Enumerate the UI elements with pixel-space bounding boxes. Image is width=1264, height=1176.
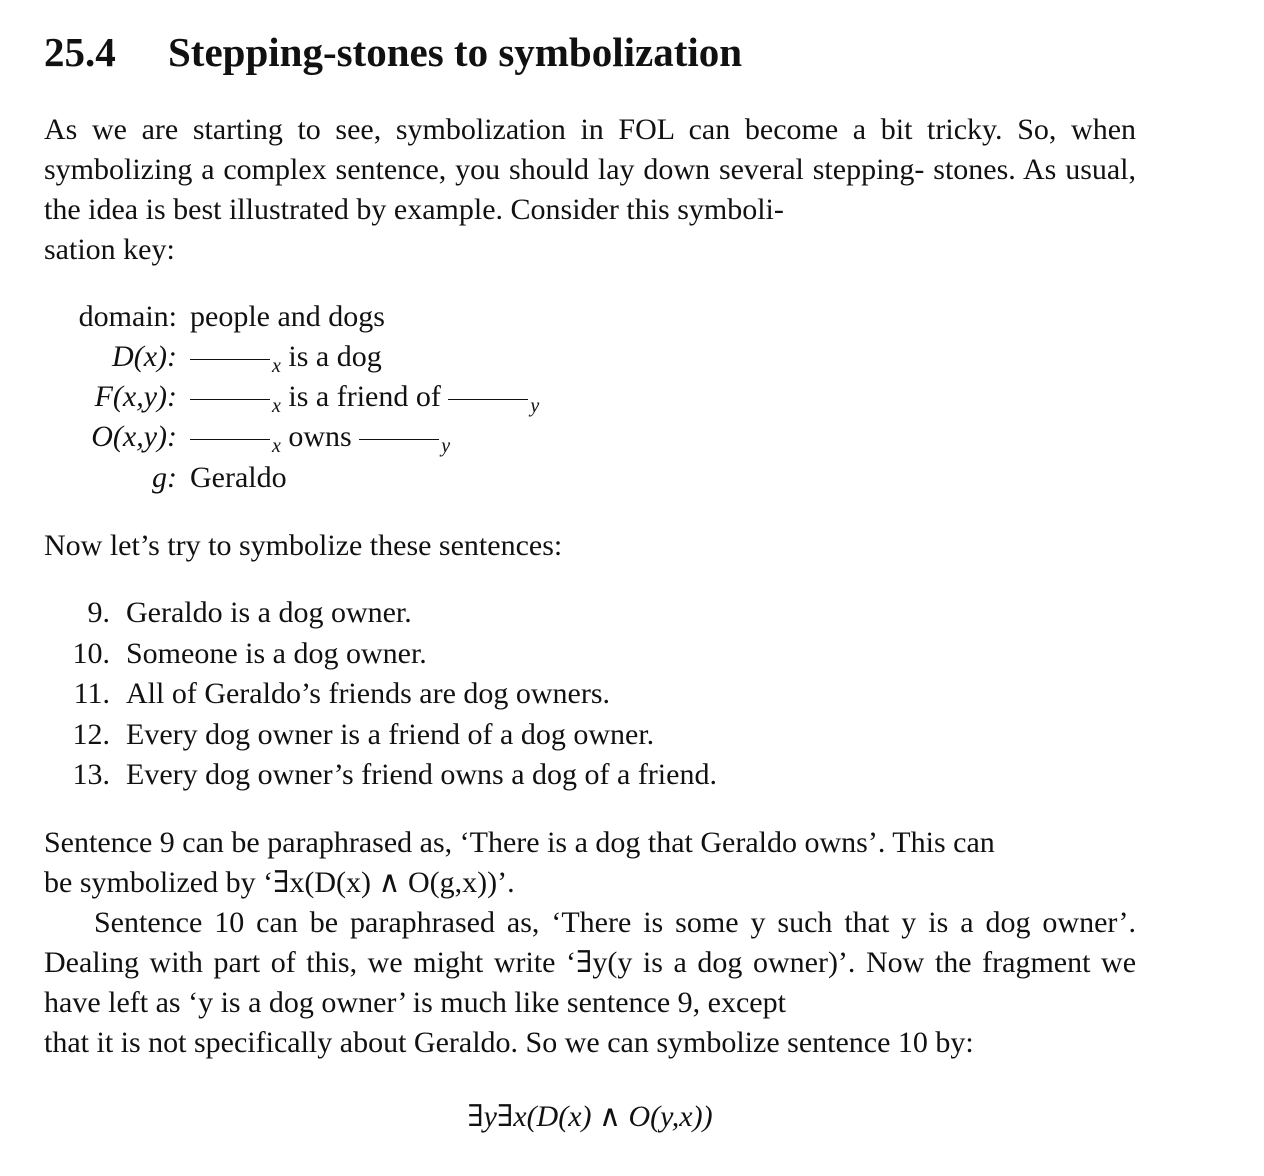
section-number: 25.4 <box>44 29 116 75</box>
key-label-owns: O(x,y): <box>91 420 177 453</box>
section-heading <box>44 26 742 78</box>
key-def-owns-text: owns <box>288 420 352 453</box>
lead-in: Now let’s try to symbolize these sentences: <box>44 529 563 562</box>
list-item-number: 10. <box>72 637 110 670</box>
key-def-friend <box>190 377 539 420</box>
key-def-dog-text: is a dog <box>288 340 382 373</box>
key-label-geraldo: g: <box>152 461 177 494</box>
intro-line-3: stones. As usual, the idea is best illustrated by example. Consider this symboli- <box>44 153 1137 226</box>
list-item-text: Every dog owner is a friend of a dog owner. <box>126 718 655 751</box>
key-def-geraldo: Geraldo <box>190 461 287 494</box>
list-item-number: 11. <box>73 677 110 710</box>
blank-slot <box>190 438 270 440</box>
list-item-number: 12. <box>72 718 110 751</box>
key-label-domain: domain: <box>78 300 177 333</box>
list-item-number: 9. <box>87 596 110 629</box>
paragraph-sentence-9-line-1: Sentence 9 can be paraphrased as, ‘There is a dog that Geraldo owns’. This can <box>44 826 995 859</box>
key-def-domain: people and dogs <box>190 300 385 333</box>
blank-slot <box>448 398 528 400</box>
intro-paragraph <box>44 110 1136 270</box>
blank-slot <box>359 438 439 440</box>
paragraph-sentence-10-line-2: owner’. Dealing with part of this, we might write ‘∃y(y is a dog owner)’. Now <box>44 906 1136 979</box>
subscript-x: x <box>272 435 281 457</box>
subscript-y: y <box>530 395 540 417</box>
subscript-x: x <box>272 395 281 417</box>
list-item-number: 13. <box>72 758 110 791</box>
paragraph-sentence-10-line-4: that it is not specifically about Geraldo. So we can symbolize sentence 10 by: <box>44 1026 974 1059</box>
key-def-dog <box>190 337 382 380</box>
section-title: Stepping-stones to symbolization <box>168 29 743 75</box>
display-formula: ∃y∃x(D(x) ∧ O(y,x)) <box>467 1100 713 1133</box>
list-item-text: Every dog owner’s friend owns a dog of a friend. <box>126 758 717 791</box>
key-def-friend-text: is a friend of <box>288 380 441 413</box>
key-label-dog: D(x): <box>112 340 177 373</box>
list-item-text: Someone is a dog owner. <box>126 637 427 670</box>
paragraph-sentence-9-line-2: be symbolized by ‘∃x(D(x) ∧ O(g,x))’. <box>44 866 515 899</box>
list-item-text: Geraldo is a dog owner. <box>126 596 412 629</box>
intro-line-4: sation key: <box>44 233 175 266</box>
intro-line-1: As we are starting to see, symbolization in FOL can become a bit tricky. So, <box>44 113 1057 146</box>
blank-slot <box>190 398 270 400</box>
paragraph-sentence-9 <box>44 823 1136 903</box>
list-item-text: All of Geraldo’s friends are dog owners. <box>126 677 611 710</box>
blank-slot <box>190 358 270 360</box>
key-def-owns <box>190 417 450 460</box>
paragraph-sentence-10-line-3: the fragment we have left as ‘y is a dog owner’ is much like sentence 9, except <box>44 946 1137 1019</box>
subscript-y: y <box>441 435 451 457</box>
intro-line-2: when symbolizing a complex sentence, you should lay down several stepping- <box>44 113 1137 186</box>
subscript-x: x <box>272 355 281 377</box>
paragraph-sentence-10 <box>44 903 1136 1063</box>
key-label-friend: F(x,y): <box>94 380 177 413</box>
paragraph-sentence-10-line-1: Sentence 10 can be paraphrased as, ‘There is some y such that y is a dog <box>94 906 1031 939</box>
